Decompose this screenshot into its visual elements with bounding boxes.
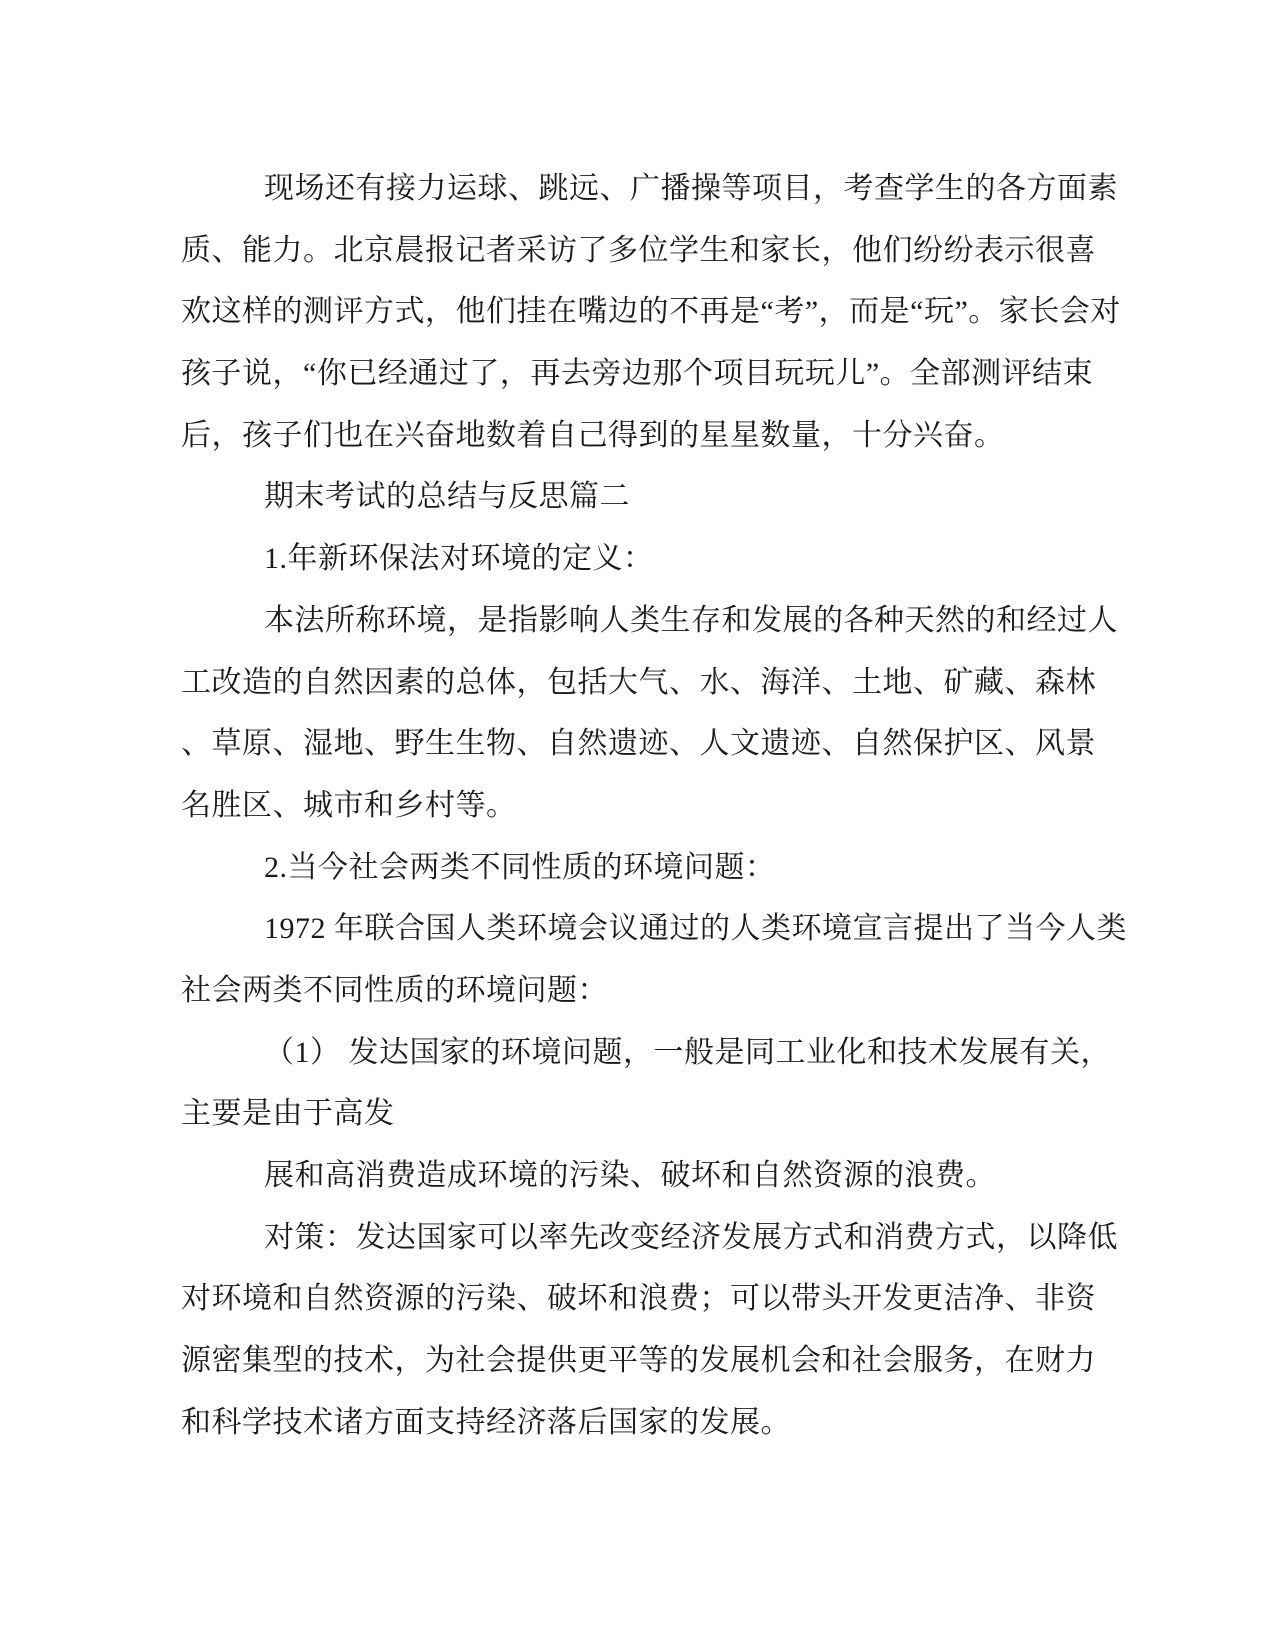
- text-line: 源密集型的技术，为社会提供更平等的发展机会和社会服务，在财力: [181, 1344, 1096, 1378]
- text-line: 2.当今社会两类不同性质的环境问题：: [264, 850, 776, 884]
- text-line: 、草原、湿地、野生生物、自然遗迹、人文遗迹、自然保护区、风景: [181, 727, 1096, 761]
- text-line: 对环境和自然资源的污染、破坏和浪费；可以带头开发更洁净、非资: [181, 1282, 1096, 1316]
- document-body: [181, 158, 1127, 1453]
- text-line: 社会两类不同性质的环境问题：: [181, 973, 608, 1007]
- text-line: 欢这样的测评方式，他们挂在嘴边的不再是“考”，而是“玩”。家长会对: [181, 295, 1121, 329]
- text-line: 孩子说，“你已经通过了，再去旁边那个项目玩玩儿”。全部测评结束: [181, 357, 1094, 391]
- text-line: 后，孩子们也在兴奋地数着自己得到的星星数量，十分兴奋。: [181, 418, 1005, 452]
- text-line: 期末考试的总结与反思篇二: [264, 480, 630, 514]
- text-line: 现场还有接力运球、跳远、广播操等项目，考查学生的各方面素: [264, 172, 1118, 205]
- text-line: 主要是由于高发: [181, 1097, 395, 1131]
- text-line: 1972 年联合国人类环境会议通过的人类环境宣言提出了当今人类: [264, 912, 1127, 946]
- text-line: 展和高消费造成环境的污染、破坏和自然资源的浪费。: [264, 1159, 996, 1192]
- text-line: 质、能力。北京晨报记者采访了多位学生和家长，他们纷纷表示很喜: [181, 233, 1096, 267]
- text-line: 1.年新环保法对环境的定义：: [264, 542, 654, 576]
- text-line: 对策：发达国家可以率先改变经济发展方式和消费方式，以降低: [264, 1220, 1118, 1254]
- text-line: 工改造的自然因素的总体，包括大气、水、海洋、土地、矿藏、森林: [181, 665, 1096, 699]
- text-line: 名胜区、城市和乡村等。: [181, 788, 517, 822]
- text-line: 本法所称环境，是指影响人类生存和发展的各种天然的和经过人: [264, 603, 1118, 637]
- text-line: 和科学技术诸方面支持经济落后国家的发展。: [181, 1405, 791, 1439]
- text-line: （1） 发达国家的环境问题，一般是同工业化和技术发展有关，: [264, 1035, 1111, 1069]
